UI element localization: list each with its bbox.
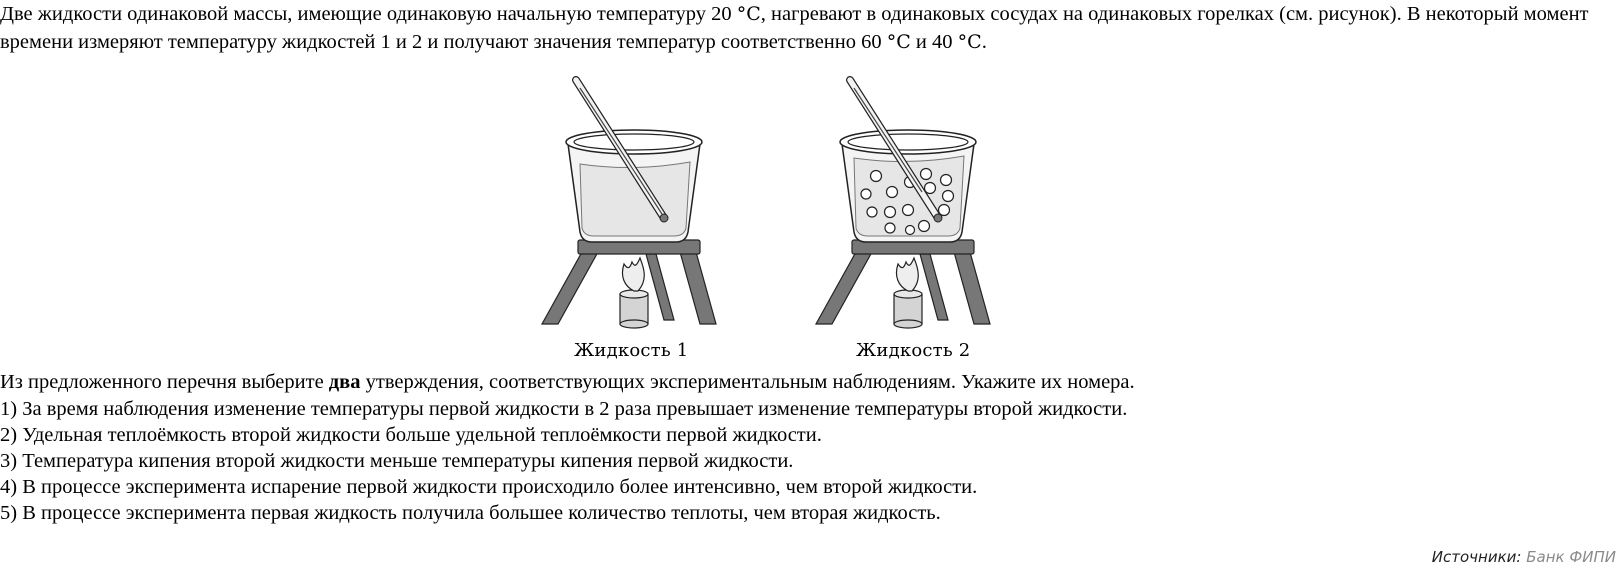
tripod-leg-left-2 (816, 252, 872, 324)
setup-liquid-2 (816, 80, 990, 328)
unit-celsius-3: °C (957, 31, 982, 53)
tripod-leg-back-1 (646, 254, 674, 320)
intro-text-3: и 40 (910, 31, 958, 53)
question-bold-word: два (328, 371, 361, 393)
tripod-leg-left-1 (542, 252, 598, 324)
source-attribution (1432, 548, 1616, 566)
intro-text-2: , нагревают в одинаковых сосудах на одинаковых горелках (см. рисунок). В некоторый момент времени измеряют температуру жидкостей 1 и 2 и получают значения температур соответственно 60 (0, 3, 1589, 53)
answer-option-3: 3) Температура кипения второй жидкости меньше температуры кипения первой жидкости. (0, 449, 794, 472)
setup-liquid-1 (542, 80, 716, 328)
unit-celsius-1: °C (736, 3, 761, 25)
answer-option-5: 5) В процессе эксперимента первая жидкость получила большее количество теплоты, чем вторая жидкость. (0, 502, 941, 525)
answer-option-1: 1) За время наблюдения изменение температуры первой жидкости в 2 раза превышает изменение температуры второй жидкости. (0, 397, 1128, 420)
caption-liquid-2: Жидкость 2 (856, 340, 971, 361)
intro-text-1: Две жидкости одинаковой массы, имеющие одинаковую начальную температуру 20 (0, 3, 737, 25)
unit-celsius-2: °C (886, 31, 911, 53)
source-label: Источники: (1431, 548, 1527, 566)
answer-option-2: 2) Удельная теплоёмкость второй жидкости больше удельной теплоёмкости первой жидкости. (0, 423, 822, 446)
source-link[interactable]: Банк ФИПИ (1526, 548, 1616, 566)
problem-intro (0, 0, 1612, 56)
tripod-leg-back-2 (920, 254, 948, 320)
intro-text-4: . (981, 31, 987, 53)
question-prompt (0, 369, 1135, 396)
answer-options-list (0, 396, 1127, 527)
caption-liquid-1: Жидкость 1 (574, 340, 689, 361)
question-text-after: утверждения, соответствующих экспериментальным наблюдениям. Укажите их номера. (360, 371, 1135, 393)
flame-2 (896, 258, 918, 291)
answer-option-4: 4) В процессе эксперимента испарение первой жидкости происходило более интенсивно, чем второй жидкости. (0, 476, 978, 499)
flame-1 (622, 258, 644, 291)
tripod-leg-right-1 (680, 252, 716, 324)
question-text-before: Из предложенного перечня выберите (0, 371, 329, 393)
tripod-leg-right-2 (954, 252, 990, 324)
experiment-figure (540, 72, 1020, 372)
experiment-illustration (540, 72, 1020, 372)
